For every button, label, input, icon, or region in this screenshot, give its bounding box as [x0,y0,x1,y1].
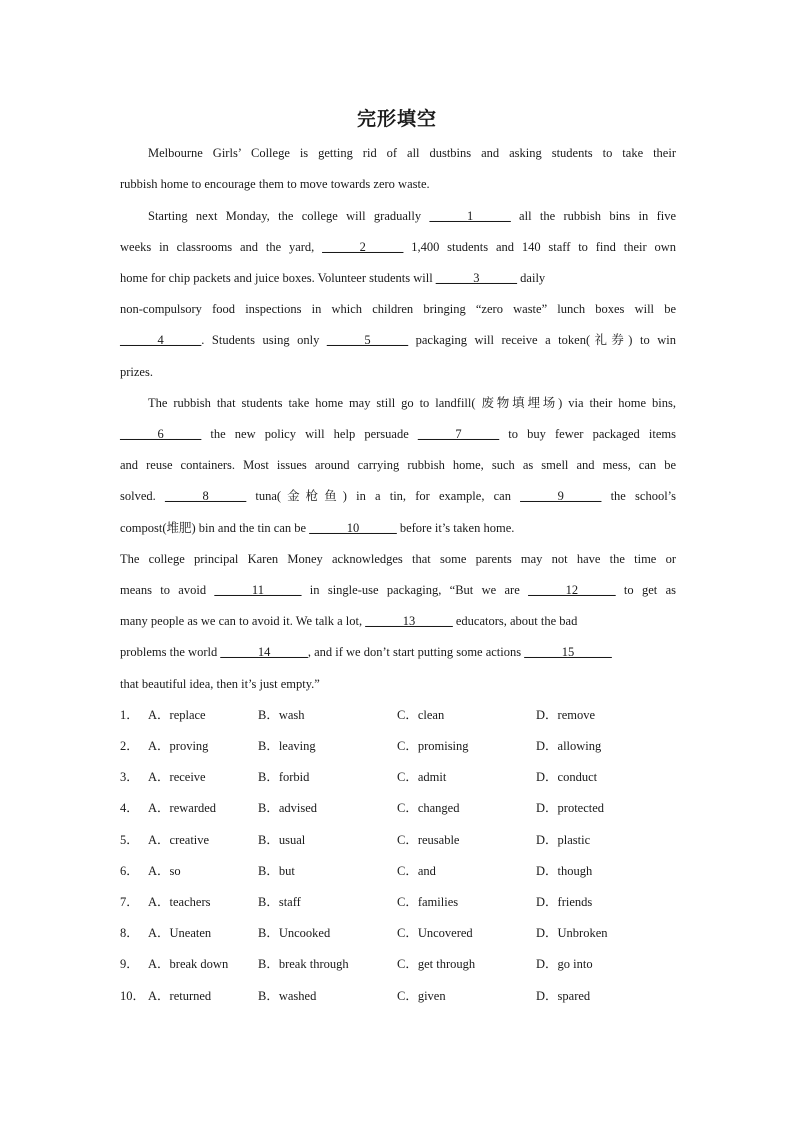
option-c: C．and [397,864,436,878]
blank-3: ______3______ [435,271,518,285]
text: weeks in classrooms and the yard, [120,240,323,254]
option-row [120,798,676,818]
option-c: C．reusable [397,833,460,847]
passage-line [120,486,676,506]
option-d: D．Unbroken [536,926,608,940]
text: to get as [615,583,676,597]
text: , and if we don’t start putting some actions [307,645,525,659]
option-row [120,986,676,1006]
option-b: B．forbid [258,770,310,784]
passage-line: prizes. [120,365,153,379]
passage-line [120,611,676,631]
option-a: A．teachers [148,895,211,909]
option-c: C．get through [397,957,476,971]
option-d: D．spared [536,989,591,1003]
option-row [120,892,676,912]
blank-6: ______6______ [120,427,202,441]
option-c: C．promising [397,739,469,753]
option-d: D．allowing [536,739,602,753]
option-row [120,705,676,725]
option-b: B．leaving [258,739,316,753]
option-c: C．Uncovered [397,926,473,940]
question-number: 1． [120,708,139,722]
option-a: A．break down [148,957,229,971]
text: the new policy will help persuade [201,427,418,441]
question-number: 5． [120,833,139,847]
option-c: C．changed [397,801,460,815]
option-a: A．so [148,864,181,878]
text: daily [517,271,546,285]
blank-1: ______1______ [429,209,511,223]
text: compost(堆肥) bin and the tin can be [120,521,310,535]
text: home for chip packets and juice boxes. Volunteer students will [120,271,436,285]
passage-line: that beautiful idea, then it’s just empty.” [120,677,320,691]
option-a: A．receive [148,770,206,784]
option-b: B．usual [258,833,306,847]
text: to buy fewer packaged items [499,427,676,441]
option-b: B．but [258,864,295,878]
option-a: A．replace [148,708,206,722]
option-row [120,767,676,787]
option-row [120,830,676,850]
blank-8: ______8______ [164,489,247,503]
text: educators, about the bad [452,614,578,628]
question-number: 3． [120,770,139,784]
option-d: D．go into [536,957,593,971]
blank-15: ______15______ [524,645,612,659]
option-d: D．plastic [536,833,591,847]
option-c: C．clean [397,708,445,722]
text: problems the world [120,645,221,659]
option-row [120,923,676,943]
passage-line: Melbourne Girls’ College is getting rid of all dustbins and asking students to take their [148,146,676,160]
blank-12: ______12______ [528,583,616,597]
option-c: C．admit [397,770,447,784]
text: . Students using only [201,333,327,347]
option-c: C．families [397,895,459,909]
passage-line [120,642,676,662]
option-b: B．staff [258,895,301,909]
text: all the rubbish bins in five [510,209,677,223]
option-a: A．creative [148,833,210,847]
blank-11: ______11______ [214,583,302,597]
option-c: C．given [397,989,446,1003]
passage-line [120,268,676,288]
question-number: 4． [120,801,139,815]
option-b: B．break through [258,957,349,971]
blank-13: ______13______ [365,614,453,628]
blank-7: ______7______ [417,427,500,441]
question-number: 2． [120,739,139,753]
option-b: B．advised [258,801,318,815]
blank-9: ______9______ [520,489,602,503]
option-b: B．wash [258,708,305,722]
option-a: A．returned [148,989,212,1003]
passage-line: The college principal Karen Money acknowledges that some parents may not have the time or [120,552,676,566]
text: before it’s taken home. [396,521,515,535]
blank-4: ______4______ [120,333,202,347]
question-number: 7． [120,895,139,909]
option-row [120,736,676,756]
blank-10: ______10______ [309,521,397,535]
passage-line: rubbish home to encourage them to move towards zero waste. [120,177,430,191]
text: solved. [120,489,165,503]
blank-5: ______5______ [326,333,409,347]
text: means to avoid [120,583,215,597]
option-d: D．though [536,864,593,878]
passage-line [148,206,676,226]
text: the school’s [601,489,677,503]
text: in single-use packaging, “But we are [301,583,529,597]
blank-14: ______14______ [220,645,308,659]
text: 1,400 students and 140 staff to find their own [403,240,676,254]
option-b: B．Uncooked [258,926,331,940]
option-a: A．Uneaten [148,926,212,940]
question-number: 10． [120,989,146,1003]
option-d: D．protected [536,801,605,815]
option-b: B．washed [258,989,317,1003]
option-row [120,861,676,881]
blank-2: ______2______ [322,240,404,254]
passage-line: non-compulsory food inspections in which children bringing “zero waste” lunch boxes will be [120,302,676,316]
option-a: A．proving [148,739,209,753]
question-number: 8． [120,926,139,940]
question-number: 6． [120,864,139,878]
page-title: 完形填空 [356,108,437,130]
passage-line [120,518,676,538]
passage-line: The rubbish that students take home may still go to landfill( 废物填埋场) via their home bins, [148,396,676,410]
text: Starting next Monday, the college will gradually [148,209,430,223]
passage-line: and reuse containers. Most issues around carrying rubbish home, such as smell and mess, can be [120,458,676,472]
passage-line [120,424,676,444]
option-row [120,954,676,974]
option-d: D．friends [536,895,593,909]
option-d: D．conduct [536,770,598,784]
passage-line [120,330,676,350]
text: many people as we can to avoid it. We talk a lot, [120,614,366,628]
passage-line [120,580,676,600]
option-d: D．remove [536,708,596,722]
text: tuna(金枪鱼) in a tin, for example, can [246,489,521,503]
option-a: A．rewarded [148,801,217,815]
passage-line [120,237,676,257]
text: packaging will receive a token(礼券) to win [408,333,676,347]
question-number: 9． [120,957,139,971]
